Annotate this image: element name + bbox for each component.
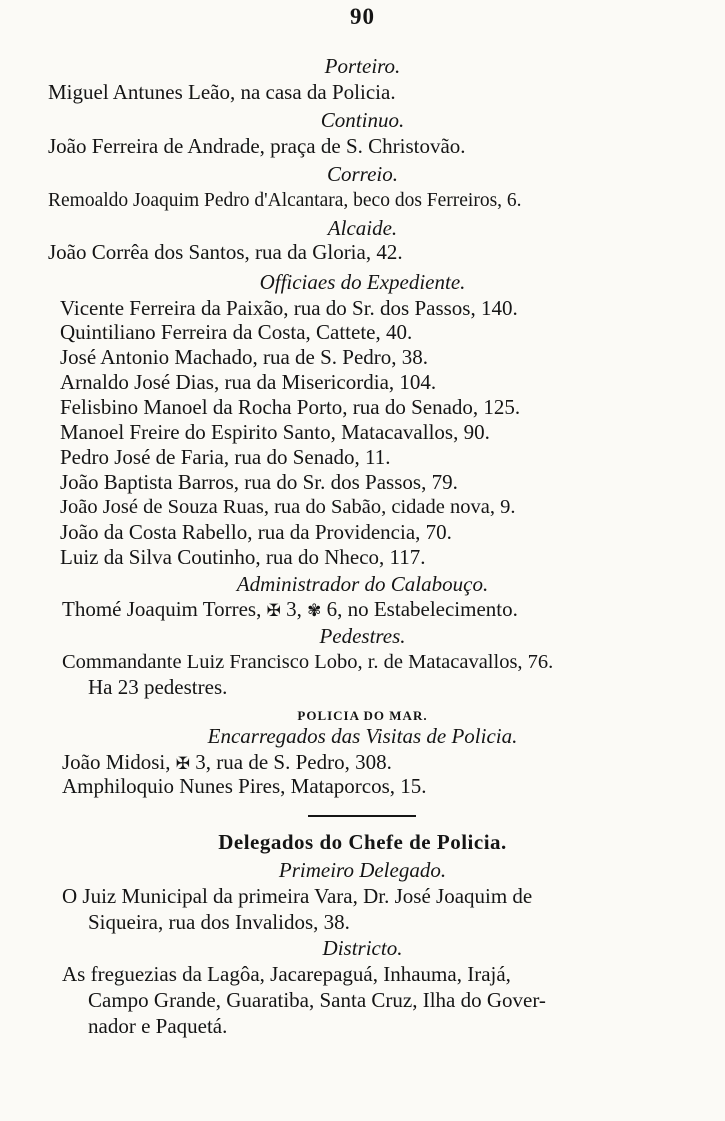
heading-districto: Districto. — [322, 936, 403, 960]
entry-line: Manoel Freire do Espirito Santo, Matacavallos, 90. — [60, 420, 490, 444]
entry-line: Arnaldo José Dias, rua da Misericordia, 104. — [60, 370, 437, 394]
heading-delegados: Delegados do Chefe de Policia. — [218, 830, 507, 854]
entry-line: Campo Grande, Guaratiba, Santa Cruz, Ilha do Gover- — [88, 988, 546, 1012]
cross-icon: ✠ — [175, 754, 191, 773]
cross-icon: ✠ — [266, 601, 281, 620]
entry-line: Amphiloquio Nunes Pires, Mataporcos, 15. — [62, 774, 427, 798]
entry-line: O Juiz Municipal da primeira Vara, Dr. José Joaquim de — [62, 884, 533, 908]
heading-primeiro-delegado: Primeiro Delegado. — [278, 858, 447, 882]
heading-encarregados: Encarregados das Visitas de Policia. — [207, 724, 518, 748]
heading-alcaide: Alcaide. — [327, 216, 398, 240]
entry-line — [62, 597, 518, 623]
entry-line: Luiz da Silva Coutinho, rua do Nheco, 117. — [60, 545, 426, 569]
entry-line: Remoaldo Joaquim Pedro d'Alcantara, beco dos Ferreiros, 6. — [48, 190, 522, 211]
heading-porteiro: Porteiro. — [324, 54, 401, 78]
entry-line: José Antonio Machado, rua de S. Pedro, 38. — [60, 345, 429, 369]
entry-line: João Corrêa dos Santos, rua da Gloria, 42. — [48, 240, 403, 264]
entry-line: Felisbino Manoel da Rocha Porto, rua do Senado, 125. — [60, 395, 521, 419]
heading-officiaes: Officiaes do Expediente. — [259, 270, 466, 294]
entry-text: João Midosi, — [62, 750, 176, 774]
heading-correio: Correio. — [327, 162, 398, 186]
section-divider — [308, 815, 416, 817]
entry-line: Miguel Antunes Leão, na casa da Policia. — [48, 80, 396, 104]
rose-icon: ✾ — [307, 601, 322, 620]
entry-text: 6, no Estabelecimento. — [321, 597, 518, 621]
heading-administrador: Administrador do Calabouço. — [236, 572, 489, 596]
entry-line: Siqueira, rua dos Invalidos, 38. — [88, 910, 350, 934]
entry-line: João Ferreira de Andrade, praça de S. Christovão. — [48, 134, 466, 158]
entry-line: João Baptista Barros, rua do Sr. dos Passos, 79. — [60, 470, 458, 494]
entry-text: 3, — [280, 597, 308, 621]
entry-line: Pedro José de Faria, rua do Senado, 11. — [60, 445, 391, 469]
heading-policia-do-mar: POLICIA DO MAR. — [297, 708, 428, 723]
entry-line: As freguezias da Lagôa, Jacarepaguá, Inhauma, Irajá, — [62, 962, 511, 986]
entry-text: Thomé Joaquim Torres, — [62, 597, 267, 621]
entry-line: Quintiliano Ferreira da Costa, Cattete, 40. — [60, 320, 413, 344]
page-number: 90 — [350, 4, 375, 29]
entry-line: Vicente Ferreira da Paixão, rua do Sr. dos Passos, 140. — [60, 296, 518, 320]
entry-line: Ha 23 pedestres. — [88, 675, 228, 699]
entry-line: João da Costa Rabello, rua da Providencia, 70. — [60, 520, 452, 544]
entry-line: João José de Souza Ruas, rua do Sabão, cidade nova, 9. — [60, 496, 516, 518]
entry-text: 3, rua de S. Pedro, 308. — [190, 750, 392, 774]
entry-line: Commandante Luiz Francisco Lobo, r. de Matacavallos, 76. — [62, 651, 554, 673]
heading-continuo: Continuo. — [320, 108, 405, 132]
entry-line — [62, 750, 392, 776]
entry-line: nador e Paquetá. — [88, 1014, 228, 1038]
heading-pedestres: Pedestres. — [319, 624, 406, 648]
